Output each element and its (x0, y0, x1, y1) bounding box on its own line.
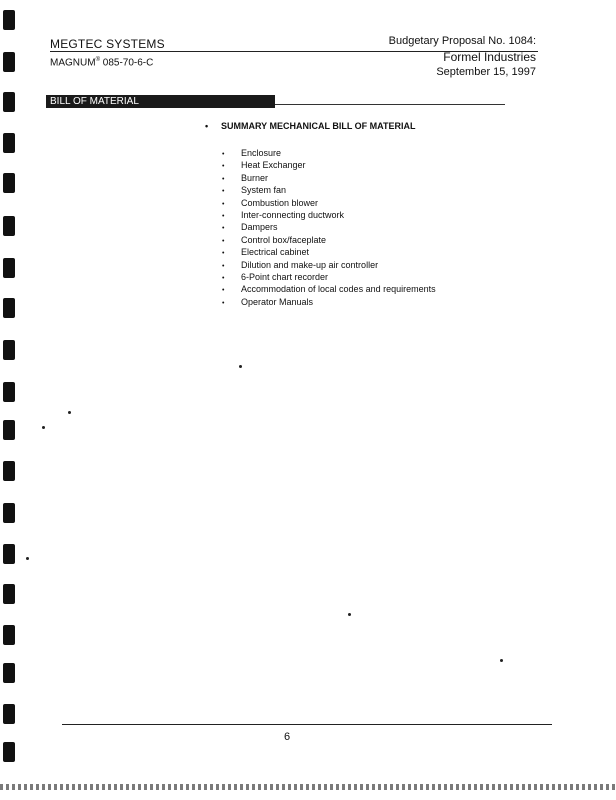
binding-mark (3, 340, 15, 360)
binding-mark (3, 544, 15, 564)
list-bullet: • (222, 250, 225, 258)
section-divider (275, 104, 505, 105)
list-bullet: • (222, 151, 225, 158)
list-bullet: • (222, 175, 225, 183)
section-title: BILL OF MATERIAL (46, 95, 275, 108)
list-bullet: • (222, 188, 225, 196)
summary-bullet: • (205, 121, 209, 131)
client-name: Formel Industries (443, 50, 536, 64)
footer-divider (62, 724, 552, 725)
binding-mark (3, 133, 15, 153)
binding-mark (3, 625, 15, 645)
list-item: • Operator Manuals (222, 296, 436, 308)
list-bullet: • (222, 237, 225, 245)
binding-mark (3, 173, 15, 193)
list-bullet: • (222, 212, 225, 220)
scan-speck (26, 557, 29, 560)
list-bullet: • (222, 299, 225, 307)
scan-speck (42, 426, 45, 429)
binding-mark (3, 52, 15, 72)
list-item: • Control box/faceplate (222, 234, 436, 246)
list-item: • System fan (222, 184, 436, 196)
list-bullet: • (222, 274, 225, 282)
scan-speck (348, 613, 351, 616)
scan-speck (239, 365, 242, 368)
binding-mark (3, 461, 15, 481)
list-item: • 6-Point chart recorder (222, 271, 436, 283)
proposal-date: September 15, 1997 (436, 66, 536, 78)
scan-edge-noise (0, 784, 616, 790)
model-designation (50, 57, 153, 68)
list-item: • Dampers (222, 221, 436, 233)
binding-mark (3, 258, 15, 278)
list-item: • Heat Exchanger (222, 159, 436, 171)
proposal-number: Budgetary Proposal No. 1084: (388, 35, 536, 47)
binding-mark (3, 742, 15, 762)
list-item: • Dilution and make-up air controller (222, 259, 436, 271)
list-item: • Electrical cabinet (222, 246, 436, 258)
binding-mark (3, 382, 15, 402)
binding-mark (3, 663, 15, 683)
scan-speck (68, 411, 71, 414)
list-bullet: • (222, 225, 225, 233)
model-name: MAGNUM (50, 57, 96, 69)
list-bullet: • (222, 163, 225, 171)
model-number: 085-70-6-C (102, 57, 154, 69)
list-item: • Inter-connecting ductwork (222, 209, 436, 221)
registered-mark: ® (95, 57, 100, 63)
list-item: • Burner (222, 172, 436, 184)
binding-mark (3, 584, 15, 604)
binding-mark (3, 298, 15, 318)
summary-heading-text: SUMMARY MECHANICAL BILL OF MATERIAL (221, 121, 416, 131)
list-item: • Accommodation of local codes and requirements (222, 283, 436, 295)
page-number: 6 (284, 731, 291, 743)
binding-mark (3, 503, 15, 523)
binding-mark (3, 92, 15, 112)
summary-heading (205, 121, 416, 131)
list-bullet: • (222, 262, 225, 270)
binding-mark (3, 216, 15, 236)
bill-of-material-list (222, 147, 436, 308)
company-name: MEGTEC SYSTEMS (50, 37, 165, 51)
binding-mark (3, 704, 15, 724)
list-bullet: • (222, 200, 225, 208)
list-item: • Enclosure (222, 147, 436, 159)
scan-speck (500, 659, 503, 662)
binding-mark (3, 10, 15, 30)
binding-mark (3, 420, 15, 440)
list-item: • Combustion blower (222, 197, 436, 209)
list-bullet: • (222, 287, 225, 295)
